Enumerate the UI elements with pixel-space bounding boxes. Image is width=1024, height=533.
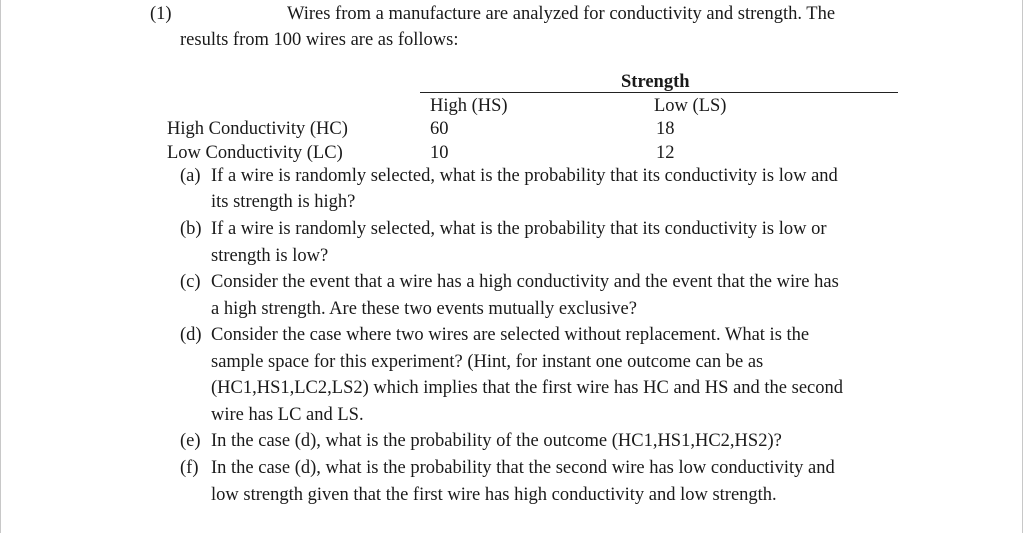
question-b-line-2: strength is low? — [211, 246, 329, 266]
question-b-line-1: If a wire is randomly selected, what is the probability that its conductivity is low or — [211, 219, 827, 239]
question-c-line-2: a high strength. Are these two events mutually exclusive? — [211, 299, 637, 319]
question-b-label: (b) — [180, 219, 202, 239]
question-d-label: (d) — [180, 325, 202, 345]
question-d-line-3: (HC1,HS1,LC2,LS2) which implies that the first wire has HC and HS and the second — [211, 378, 843, 398]
table-row-label-hc: High Conductivity (HC) — [167, 119, 348, 139]
question-d-line-4: wire has LC and LS. — [211, 405, 364, 425]
table-cell-hc-ls: 18 — [656, 119, 675, 139]
question-f-line-2: low strength given that the first wire has high conductivity and low strength. — [211, 485, 777, 505]
page-left-edge — [0, 0, 1, 533]
table-cell-hc-hs: 60 — [430, 119, 449, 139]
question-d-line-1: Consider the case where two wires are selected without replacement. What is the — [211, 325, 810, 345]
question-c-label: (c) — [180, 272, 201, 292]
table-row-label-lc: Low Conductivity (LC) — [167, 143, 343, 163]
question-a-line-1: If a wire is randomly selected, what is the probability that its conductivity is low and — [211, 166, 838, 186]
question-d-line-2: sample space for this experiment? (Hint, for instant one outcome can be as — [211, 352, 764, 372]
table-col-header-low: Low (LS) — [654, 96, 727, 116]
question-a-line-2: its strength is high? — [211, 192, 356, 212]
table-col-header-high: High (HS) — [430, 96, 508, 116]
page-right-edge — [1022, 0, 1023, 533]
problem-number: (1) — [150, 4, 172, 24]
question-f-label: (f) — [180, 458, 199, 478]
question-c-line-1: Consider the event that a wire has a high conductivity and the event that the wire has — [211, 272, 839, 292]
table-cell-lc-hs: 10 — [430, 143, 449, 163]
problem-intro-line-2: results from 100 wires are as follows: — [180, 30, 459, 50]
table-group-header: Strength — [621, 72, 690, 92]
table-header-rule — [420, 92, 898, 93]
question-f-line-1: In the case (d), what is the probability that the second wire has low conductivity and — [211, 458, 835, 478]
question-e-label: (e) — [180, 431, 201, 451]
table-cell-lc-ls: 12 — [656, 143, 675, 163]
question-a-label: (a) — [180, 166, 201, 186]
question-e-line-1: In the case (d), what is the probability of the outcome (HC1,HS1,HC2,HS2)? — [211, 431, 782, 451]
problem-intro-line-1: Wires from a manufacture are analyzed for conductivity and strength. The — [287, 4, 836, 24]
